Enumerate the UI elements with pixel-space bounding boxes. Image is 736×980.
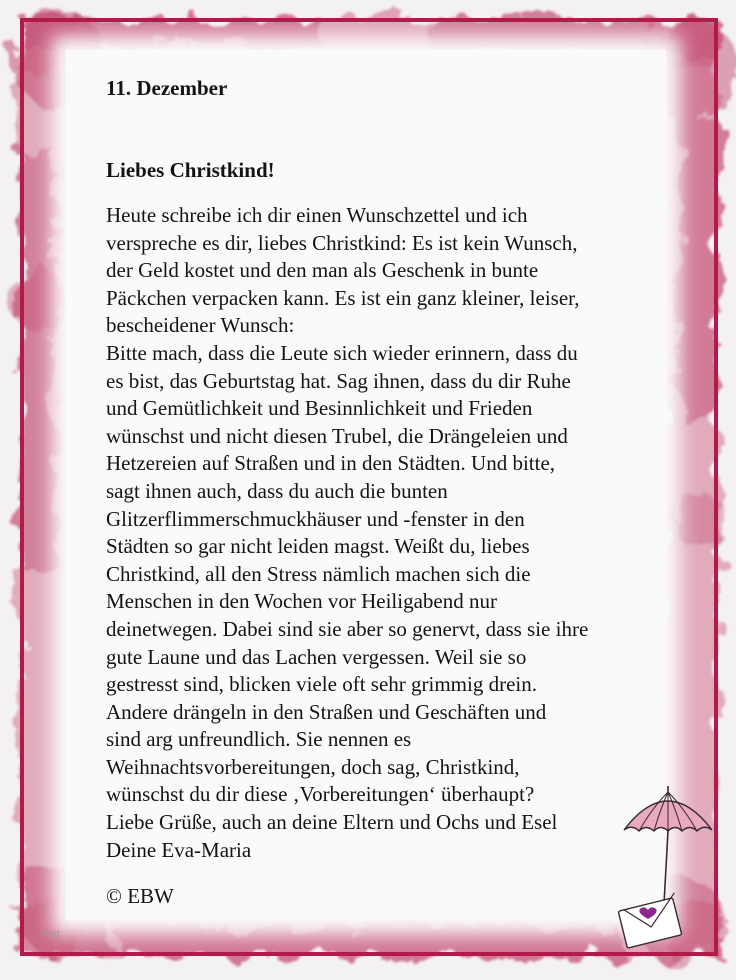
letter-content: [106, 74, 666, 864]
copyright-note: © EBW: [106, 884, 174, 908]
letter-line: bescheidener Wunsch:: [106, 313, 295, 338]
letter-line: deinetwegen. Dabei sind sie aber so genervt, dass sie ihre: [106, 616, 589, 641]
letter-line: Christkind, all den Stress nämlich machen sich die: [106, 561, 531, 586]
letter-line: Menschen in den Wochen vor Heiligabend nur: [106, 589, 497, 614]
letter-line: es bist, das Geburtstag hat. Sag ihnen, dass du dir Ruhe: [106, 368, 571, 393]
letter-line: Päckchen verpacken kann. Es ist ein ganz kleiner, leiser,: [106, 285, 580, 310]
letter-body: [106, 202, 666, 864]
letter-line: der Geld kostet und den man als Geschenk in bunte: [106, 258, 539, 283]
letter-line: gestresst sind, blicken viele oft sehr grimmig drein.: [106, 672, 537, 697]
letter-line: Andere drängeln in den Straßen und Geschäften und: [106, 699, 547, 724]
letter-line: Hetzereien auf Straßen und in den Städten. Und bitte,: [106, 451, 556, 476]
letter-line: Deine Eva-Maria: [106, 837, 252, 862]
letter-line: Weihnachtsvorbereitungen, doch sag, Christkind,: [106, 754, 520, 779]
letter-line: Liebe Grüße, auch an deine Eltern und Ochs und Esel: [106, 810, 558, 835]
envelope-icon: [618, 893, 682, 949]
letter-line: Städten so gar nicht leiden magst. Weißt du, liebes: [106, 534, 530, 559]
letter-date: 11. Dezember: [106, 76, 228, 100]
letter-line: gute Laune und das Lachen vergessen. Weil sie so: [106, 644, 527, 669]
letter-line: sagt ihnen auch, dass du auch die bunten: [106, 478, 448, 503]
letter-line: sind arg unfreundlich. Sie nennen es: [106, 727, 412, 752]
letter-line: und Gemütlichkeit und Besinnlichkeit und Frieden: [106, 396, 533, 421]
letter-line: wünschst und nicht diesen Trubel, die Drängeleien und: [106, 423, 568, 448]
letter-line: wünschst du dir diese ‚Vorbereitungen‘ überhaupt?: [106, 782, 535, 807]
umbrella-envelope-illustration: [618, 786, 718, 956]
letter-line: Heute schreibe ich dir einen Wunschzettel und ich: [106, 203, 528, 227]
letter-line: verspreche es dir, liebes Christkind: Es ist kein Wunsch,: [106, 230, 578, 255]
umbrella-icon: [624, 786, 712, 904]
letter-salutation: Liebes Christkind!: [106, 158, 275, 182]
watermark-text: blog: [40, 929, 60, 939]
letter-line: Glitzerflimmerschmuckhäuser und -fenster in den: [106, 506, 525, 531]
letter-line: Bitte mach, dass die Leute sich wieder erinnern, dass du: [106, 340, 578, 365]
